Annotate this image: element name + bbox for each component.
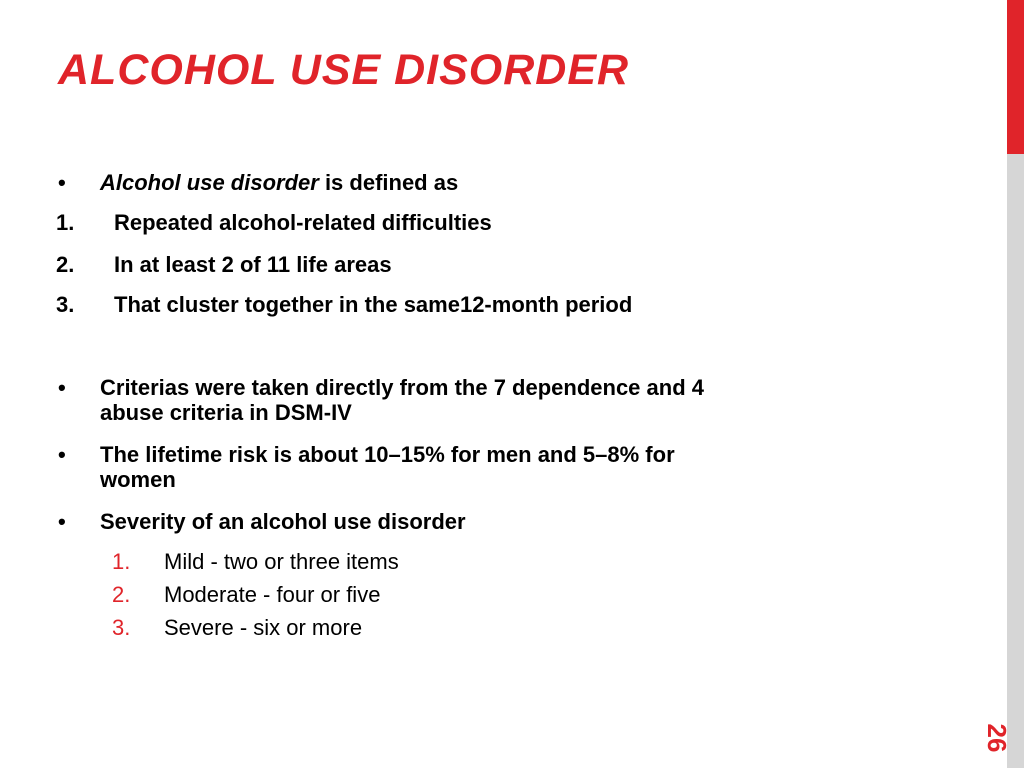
severity-item: Severe - six or more xyxy=(164,615,363,640)
sidebar-gray-bar xyxy=(1007,154,1024,768)
slide-title: ALCOHOL USE DISORDER xyxy=(58,46,630,94)
bullet-symbol: • xyxy=(58,509,66,534)
severity-number: 2. xyxy=(112,582,131,607)
intro-italic-term: Alcohol use disorder xyxy=(100,170,319,195)
definition-number: 2. xyxy=(56,252,75,277)
severity-item: Mild - two or three items xyxy=(164,549,399,574)
definition-number: 3. xyxy=(56,292,75,317)
severity-number: 1. xyxy=(112,549,131,574)
page-number: 26 xyxy=(982,723,1012,753)
sidebar-accent-bar xyxy=(1007,0,1024,154)
bullet-symbol: • xyxy=(58,375,66,400)
definition-number: 1. xyxy=(56,210,75,235)
definition-item: That cluster together in the same12-month period xyxy=(114,292,633,317)
bullet-text-continuation: abuse criteria in DSM-IV xyxy=(100,400,352,425)
definition-item: In at least 2 of 11 life areas xyxy=(114,252,392,277)
intro-rest: is defined as xyxy=(318,170,459,195)
intro-line xyxy=(100,170,458,196)
bullet-symbol: • xyxy=(58,170,66,195)
severity-number: 3. xyxy=(112,615,131,640)
bullet-text: Criterias were taken directly from the 7 dependence and 4 xyxy=(100,375,704,400)
bullet-text-continuation: women xyxy=(100,467,176,492)
bullet-symbol: • xyxy=(58,442,66,467)
severity-item: Moderate - four or five xyxy=(164,582,381,607)
bullet-text: Severity of an alcohol use disorder xyxy=(100,509,466,534)
definition-item: Repeated alcohol-related difficulties xyxy=(114,210,492,235)
bullet-text: The lifetime risk is about 10–15% for men and 5–8% for xyxy=(100,442,675,467)
